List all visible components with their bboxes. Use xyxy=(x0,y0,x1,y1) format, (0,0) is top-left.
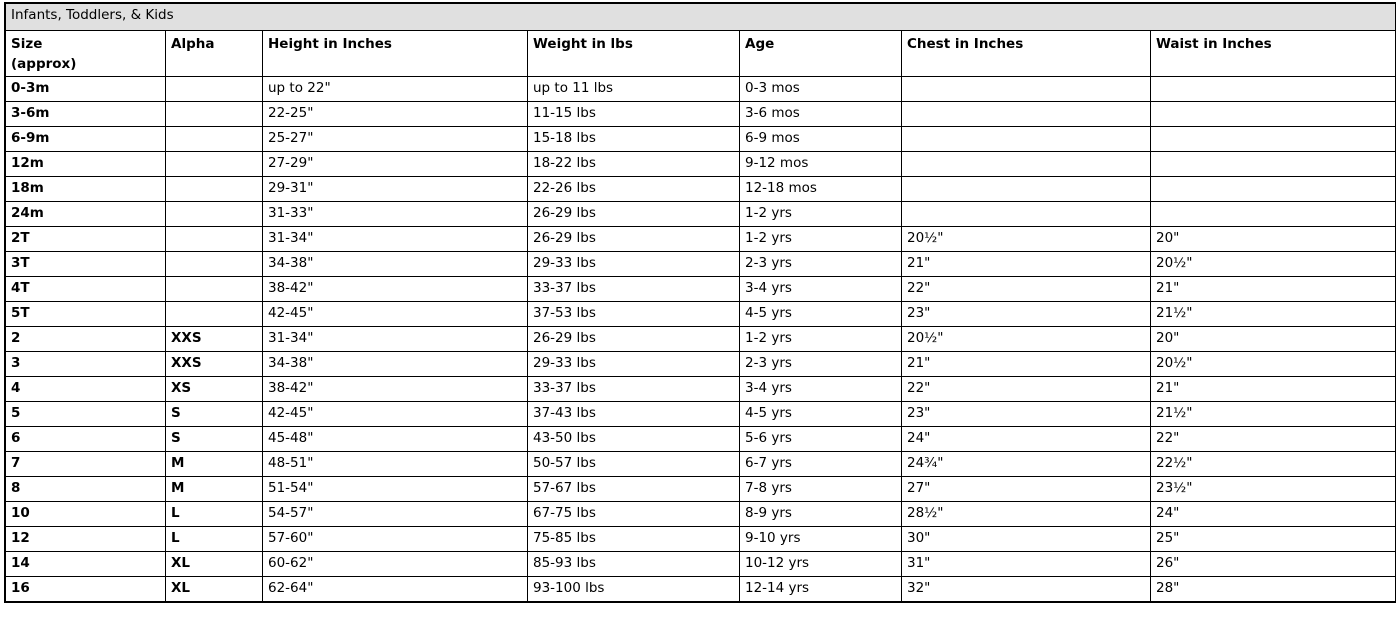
cell-waist: 23½" xyxy=(1151,477,1396,502)
table-row xyxy=(6,577,1396,602)
cell-chest xyxy=(902,102,1151,127)
cell-alpha xyxy=(166,152,263,177)
cell-height: 48-51" xyxy=(263,452,528,477)
cell-size: 3T xyxy=(6,252,166,277)
cell-age: 4-5 yrs xyxy=(740,402,902,427)
cell-chest: 20½" xyxy=(902,327,1151,352)
cell-weight: 67-75 lbs xyxy=(528,502,740,527)
cell-size: 3-6m xyxy=(6,102,166,127)
column-header-size-line1: Size xyxy=(11,36,43,52)
table-row xyxy=(6,502,1396,527)
cell-height: 29-31" xyxy=(263,177,528,202)
cell-waist xyxy=(1151,77,1396,102)
cell-weight: 50-57 lbs xyxy=(528,452,740,477)
cell-height: 57-60" xyxy=(263,527,528,552)
column-header-alpha: Alpha xyxy=(166,31,263,77)
table-row xyxy=(6,202,1396,227)
table-row xyxy=(6,477,1396,502)
cell-alpha: S xyxy=(166,427,263,452)
cell-age: 6-9 mos xyxy=(740,127,902,152)
cell-size: 2T xyxy=(6,227,166,252)
cell-age: 1-2 yrs xyxy=(740,327,902,352)
cell-chest: 20½" xyxy=(902,227,1151,252)
cell-age: 2-3 yrs xyxy=(740,352,902,377)
cell-alpha: XS xyxy=(166,377,263,402)
cell-weight: up to 11 lbs xyxy=(528,77,740,102)
cell-alpha xyxy=(166,227,263,252)
cell-alpha: XL xyxy=(166,552,263,577)
cell-age: 12-18 mos xyxy=(740,177,902,202)
cell-alpha: XL xyxy=(166,577,263,602)
cell-weight: 37-43 lbs xyxy=(528,402,740,427)
cell-age: 1-2 yrs xyxy=(740,227,902,252)
cell-size: 5T xyxy=(6,302,166,327)
table-row xyxy=(6,327,1396,352)
cell-weight: 26-29 lbs xyxy=(528,227,740,252)
cell-waist: 21½" xyxy=(1151,302,1396,327)
cell-waist xyxy=(1151,152,1396,177)
cell-alpha xyxy=(166,127,263,152)
cell-chest xyxy=(902,152,1151,177)
cell-size: 16 xyxy=(6,577,166,602)
table-title-row xyxy=(6,4,1396,31)
cell-age: 9-10 yrs xyxy=(740,527,902,552)
cell-height: 51-54" xyxy=(263,477,528,502)
cell-size: 12 xyxy=(6,527,166,552)
cell-size: 8 xyxy=(6,477,166,502)
cell-waist xyxy=(1151,177,1396,202)
cell-weight: 57-67 lbs xyxy=(528,477,740,502)
cell-alpha: S xyxy=(166,402,263,427)
cell-height: 27-29" xyxy=(263,152,528,177)
cell-weight: 26-29 lbs xyxy=(528,202,740,227)
cell-alpha: M xyxy=(166,452,263,477)
cell-waist xyxy=(1151,202,1396,227)
cell-height: 62-64" xyxy=(263,577,528,602)
cell-size: 2 xyxy=(6,327,166,352)
cell-alpha: M xyxy=(166,477,263,502)
cell-weight: 37-53 lbs xyxy=(528,302,740,327)
cell-alpha xyxy=(166,102,263,127)
cell-size: 5 xyxy=(6,402,166,427)
cell-size: 6 xyxy=(6,427,166,452)
table-row xyxy=(6,152,1396,177)
cell-waist: 28" xyxy=(1151,577,1396,602)
cell-height: 31-34" xyxy=(263,327,528,352)
cell-size: 4 xyxy=(6,377,166,402)
cell-chest: 24" xyxy=(902,427,1151,452)
cell-waist: 20½" xyxy=(1151,352,1396,377)
cell-chest: 21" xyxy=(902,252,1151,277)
cell-chest: 21" xyxy=(902,352,1151,377)
cell-chest: 32" xyxy=(902,577,1151,602)
cell-alpha: XXS xyxy=(166,352,263,377)
cell-waist: 24" xyxy=(1151,502,1396,527)
cell-chest: 28½" xyxy=(902,502,1151,527)
cell-alpha xyxy=(166,77,263,102)
cell-alpha xyxy=(166,177,263,202)
cell-chest: 31" xyxy=(902,552,1151,577)
cell-height: 38-42" xyxy=(263,377,528,402)
cell-age: 3-4 yrs xyxy=(740,377,902,402)
cell-chest: 24¾" xyxy=(902,452,1151,477)
cell-alpha: L xyxy=(166,527,263,552)
cell-size: 6-9m xyxy=(6,127,166,152)
column-header-chest: Chest in Inches xyxy=(902,31,1151,77)
size-chart-container xyxy=(4,2,1396,603)
column-header-height: Height in Inches xyxy=(263,31,528,77)
cell-age: 12-14 yrs xyxy=(740,577,902,602)
column-header-weight: Weight in lbs xyxy=(528,31,740,77)
cell-age: 2-3 yrs xyxy=(740,252,902,277)
cell-height: up to 22" xyxy=(263,77,528,102)
size-chart-table xyxy=(5,3,1396,602)
cell-chest: 27" xyxy=(902,477,1151,502)
table-header-row xyxy=(6,31,1396,77)
cell-waist: 21" xyxy=(1151,277,1396,302)
cell-age: 3-6 mos xyxy=(740,102,902,127)
cell-age: 1-2 yrs xyxy=(740,202,902,227)
cell-height: 45-48" xyxy=(263,427,528,452)
cell-chest xyxy=(902,177,1151,202)
cell-weight: 15-18 lbs xyxy=(528,127,740,152)
table-row xyxy=(6,252,1396,277)
table-body xyxy=(6,77,1396,602)
column-header-size xyxy=(6,31,166,77)
cell-age: 10-12 yrs xyxy=(740,552,902,577)
cell-alpha: L xyxy=(166,502,263,527)
cell-age: 8-9 yrs xyxy=(740,502,902,527)
cell-size: 24m xyxy=(6,202,166,227)
cell-height: 42-45" xyxy=(263,302,528,327)
column-header-age: Age xyxy=(740,31,902,77)
cell-size: 4T xyxy=(6,277,166,302)
cell-waist: 20½" xyxy=(1151,252,1396,277)
cell-size: 10 xyxy=(6,502,166,527)
cell-size: 7 xyxy=(6,452,166,477)
cell-height: 38-42" xyxy=(263,277,528,302)
table-row xyxy=(6,302,1396,327)
cell-alpha: XXS xyxy=(166,327,263,352)
cell-age: 0-3 mos xyxy=(740,77,902,102)
cell-height: 31-33" xyxy=(263,202,528,227)
table-row xyxy=(6,527,1396,552)
cell-weight: 29-33 lbs xyxy=(528,252,740,277)
table-row xyxy=(6,102,1396,127)
cell-waist: 26" xyxy=(1151,552,1396,577)
table-row xyxy=(6,452,1396,477)
cell-alpha xyxy=(166,202,263,227)
cell-chest: 22" xyxy=(902,277,1151,302)
cell-alpha xyxy=(166,277,263,302)
cell-weight: 33-37 lbs xyxy=(528,377,740,402)
cell-weight: 26-29 lbs xyxy=(528,327,740,352)
table-head xyxy=(6,4,1396,77)
table-row xyxy=(6,352,1396,377)
cell-height: 60-62" xyxy=(263,552,528,577)
cell-height: 34-38" xyxy=(263,352,528,377)
cell-alpha xyxy=(166,252,263,277)
cell-age: 6-7 yrs xyxy=(740,452,902,477)
cell-age: 5-6 yrs xyxy=(740,427,902,452)
cell-waist xyxy=(1151,127,1396,152)
table-row xyxy=(6,402,1396,427)
cell-waist: 20" xyxy=(1151,227,1396,252)
cell-height: 31-34" xyxy=(263,227,528,252)
cell-height: 42-45" xyxy=(263,402,528,427)
cell-chest: 23" xyxy=(902,402,1151,427)
column-header-size-line2: (approx) xyxy=(11,55,77,72)
cell-age: 4-5 yrs xyxy=(740,302,902,327)
cell-waist: 21½" xyxy=(1151,402,1396,427)
cell-weight: 75-85 lbs xyxy=(528,527,740,552)
cell-weight: 22-26 lbs xyxy=(528,177,740,202)
table-row xyxy=(6,127,1396,152)
cell-chest: 23" xyxy=(902,302,1151,327)
cell-weight: 11-15 lbs xyxy=(528,102,740,127)
cell-size: 14 xyxy=(6,552,166,577)
cell-size: 12m xyxy=(6,152,166,177)
cell-waist: 22½" xyxy=(1151,452,1396,477)
cell-age: 7-8 yrs xyxy=(740,477,902,502)
cell-height: 22-25" xyxy=(263,102,528,127)
cell-height: 34-38" xyxy=(263,252,528,277)
cell-weight: 33-37 lbs xyxy=(528,277,740,302)
cell-chest xyxy=(902,77,1151,102)
cell-waist: 25" xyxy=(1151,527,1396,552)
cell-chest: 22" xyxy=(902,377,1151,402)
cell-chest xyxy=(902,127,1151,152)
cell-weight: 18-22 lbs xyxy=(528,152,740,177)
cell-size: 3 xyxy=(6,352,166,377)
cell-age: 3-4 yrs xyxy=(740,277,902,302)
cell-alpha xyxy=(166,302,263,327)
table-row xyxy=(6,427,1396,452)
cell-waist xyxy=(1151,102,1396,127)
cell-waist: 21" xyxy=(1151,377,1396,402)
cell-height: 25-27" xyxy=(263,127,528,152)
column-header-waist: Waist in Inches xyxy=(1151,31,1396,77)
table-row xyxy=(6,177,1396,202)
table-row xyxy=(6,77,1396,102)
cell-waist: 20" xyxy=(1151,327,1396,352)
table-row xyxy=(6,377,1396,402)
table-row xyxy=(6,552,1396,577)
cell-height: 54-57" xyxy=(263,502,528,527)
cell-size: 18m xyxy=(6,177,166,202)
cell-weight: 85-93 lbs xyxy=(528,552,740,577)
cell-size: 0-3m xyxy=(6,77,166,102)
cell-waist: 22" xyxy=(1151,427,1396,452)
cell-weight: 93-100 lbs xyxy=(528,577,740,602)
cell-chest xyxy=(902,202,1151,227)
cell-weight: 29-33 lbs xyxy=(528,352,740,377)
table-row xyxy=(6,227,1396,252)
table-title: Infants, Toddlers, & Kids xyxy=(6,4,1396,31)
table-row xyxy=(6,277,1396,302)
cell-age: 9-12 mos xyxy=(740,152,902,177)
cell-chest: 30" xyxy=(902,527,1151,552)
cell-weight: 43-50 lbs xyxy=(528,427,740,452)
